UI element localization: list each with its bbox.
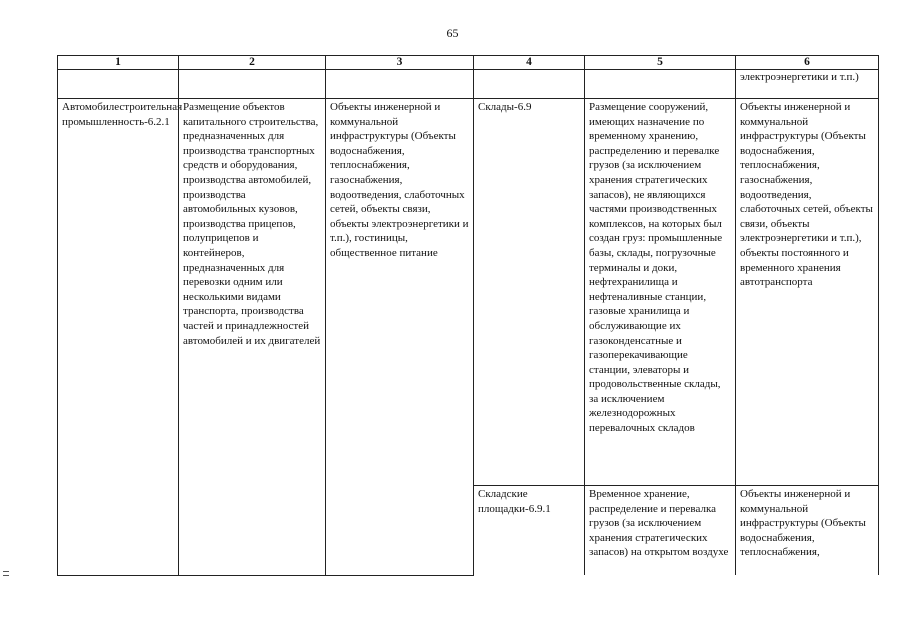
header-cell-2: 2 — [179, 56, 326, 70]
main-row — [58, 99, 879, 486]
zoning-table — [57, 55, 879, 576]
scan-margin-mark — [3, 575, 9, 576]
page-number: 65 — [446, 26, 459, 40]
main-use-description-cell: Размещение объектов капитального строительства, предназначенных для производства транспортных средств и оборудования, производства автомобилей, производства автомобильных кузовов, производства прицепов, полуприцепов и контейнеров, предназначенных для перевозки одним или несколькими видами транспорта, производства частей и принадлежностей автомобилей и их двигателей — [179, 99, 326, 576]
conditional-auxiliary-cell: Объекты инженерной и коммунальной инфраструктуры (Объекты водоснабжения, теплоснабжения, газоснабжения, водоотведения, слаботочных сетей, объекты связи, объекты электроэнергетики и т.п.), объекты постоянного и временного хранения автотранспорта — [736, 99, 879, 486]
cont-cell-5 — [585, 70, 736, 99]
header-cell-3: 3 — [326, 56, 474, 70]
cont-cell-6: электроэнергетики и т.п.) — [736, 70, 879, 99]
header-cell-1: 1 — [58, 56, 179, 70]
zone-type-cell: Автомобилестроительная промышленность-6.2.1 — [58, 99, 179, 576]
cont-cell-4 — [474, 70, 585, 99]
header-row — [58, 56, 879, 70]
conditional-use-description-cell: Размещение сооружений, имеющих назначение по временному хранению, распределению и перевалке грузов (за исключением хранения стратегических запасов), не являющихся частями производственных комплексов, на которых был создан груз: промышленные базы, склады, погрузочные терминалы и доки, нефтехранилища и нефтеналивные станции, газовые хранилища и обслуживающие их газоконденсатные и газоперекачивающие станции, элеваторы и продовольственные склады, за исключением железнодорожных перевалочных складов — [585, 99, 736, 486]
header-cell-6: 6 — [736, 56, 879, 70]
auxiliary-use-cell: Объекты инженерной и коммунальной инфраструктуры (Объекты водоснабжения, теплоснабжения, газоснабжения, водоотведения, слаботочных сетей, объекты связи, объекты электроэнергетики и т.п.), гостиницы, общественное питание — [326, 99, 474, 576]
cont-cell-1 — [58, 70, 179, 99]
header-cell-4: 4 — [474, 56, 585, 70]
conditional-use-cell: Склады-6.9 — [474, 99, 585, 486]
continuation-row — [58, 70, 879, 99]
header-cell-5: 5 — [585, 56, 736, 70]
scan-margin-mark — [3, 571, 9, 572]
sub-conditional-description-cell: Временное хранение, распределение и перевалка грузов (за исключением хранения стратегических запасов) на открытом воздухе — [585, 486, 736, 576]
cont-cell-3 — [326, 70, 474, 99]
sub-conditional-auxiliary-cell: Объекты инженерной и коммунальной инфраструктуры (Объекты водоснабжения, теплоснабжения, — [736, 486, 879, 576]
cont-cell-2 — [179, 70, 326, 99]
sub-conditional-use-cell: Складские площадки-6.9.1 — [474, 486, 585, 576]
